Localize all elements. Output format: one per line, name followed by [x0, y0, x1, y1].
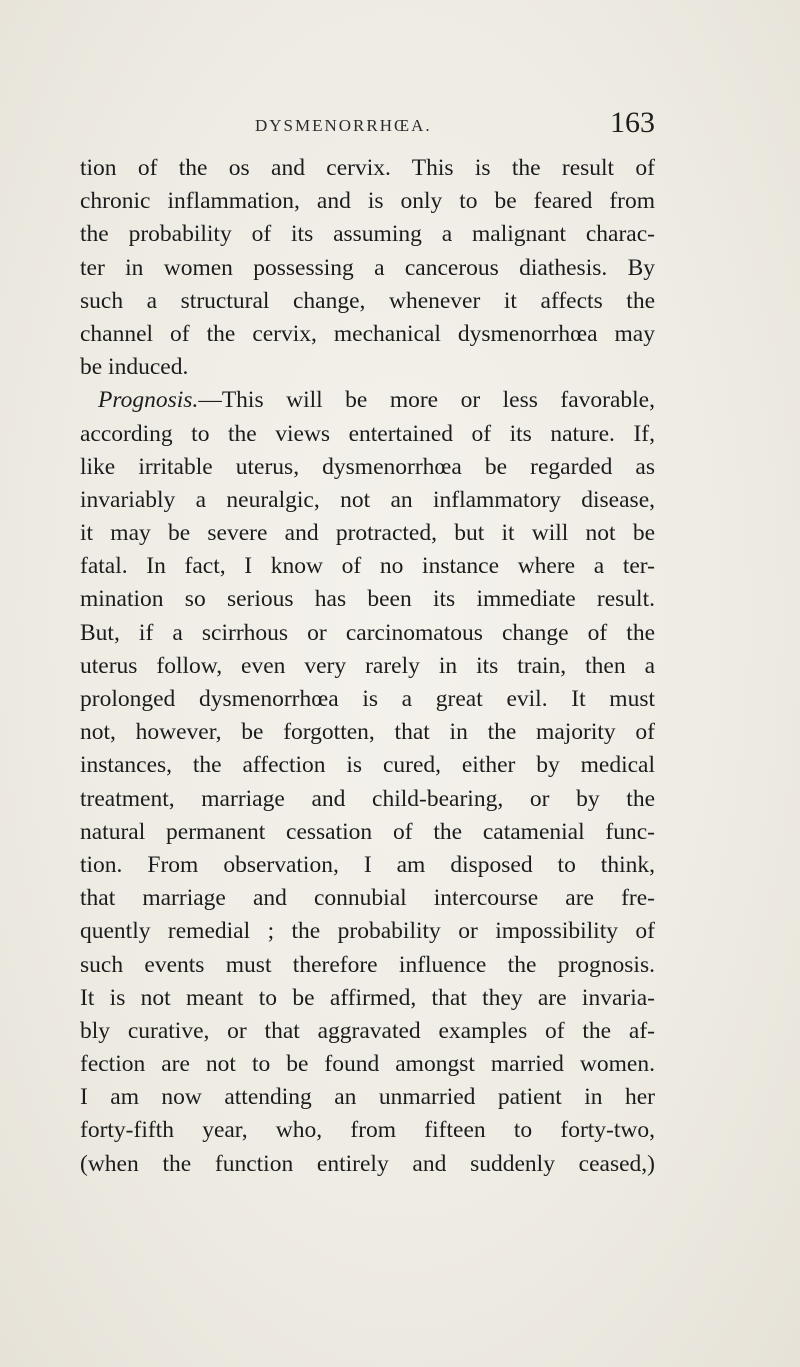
text-line: tion. From observation, I am disposed to think,: [80, 851, 655, 878]
text-line: natural permanent cessation of the catamenial func-: [80, 818, 655, 845]
text-line: It is not meant to be affirmed, that they are invaria-: [80, 984, 655, 1011]
text-line: ter in women possessing a cancerous diathesis. By: [80, 254, 655, 281]
text-line: tion of the os and cervix. This is the result of: [80, 155, 655, 181]
text-line: uterus follow, even very rarely in its train, then a: [80, 652, 655, 679]
text-line: according to the views entertained of its nature. If,: [80, 420, 655, 447]
text-line: (when the function entirely and suddenly ceased,): [80, 1150, 655, 1177]
text-line: [80, 384, 655, 417]
text-line: such a structural change, whenever it affects the: [80, 287, 655, 314]
body-text: [80, 152, 655, 1181]
page-header: [80, 106, 655, 146]
text-line: fatal. In fact, I know of no instance where a ter-: [80, 553, 655, 580]
text-line: forty-fifth year, who, from fifteen to forty-two,: [80, 1117, 655, 1144]
text-line: channel of the cervix, mechanical dysmenorrhœa may: [80, 320, 655, 347]
text-line: invariably a neuralgic, not an inflammatory disease,: [80, 486, 655, 513]
text-line: But, if a scirrhous or carcinomatous change of the: [80, 619, 655, 646]
page-number: 163: [610, 106, 655, 139]
text-line: I am now attending an unmarried patient in her: [80, 1084, 655, 1111]
text-line: chronic inflammation, and is only to be feared from: [80, 188, 655, 215]
text-line: such events must therefore influence the prognosis.: [80, 951, 655, 978]
text-line: mination so serious has been its immediate result.: [80, 586, 655, 613]
text-line: not, however, be forgotten, that in the majority of: [80, 719, 655, 746]
running-head: DYSMENORRHŒA.: [255, 116, 432, 135]
text-line: like irritable uterus, dysmenorrhœa be regarded as: [80, 453, 655, 480]
section-heading-prognosis: Prognosis.: [98, 387, 199, 414]
text-line: it may be severe and protracted, but it will not be: [80, 520, 655, 547]
text-line-rest: —This will be more or less favorable,: [198, 387, 655, 414]
text-line: quently remedial ; the probability or impossibility of: [80, 918, 655, 945]
text-line: bly curative, or that aggravated examples of the af-: [80, 1017, 655, 1044]
text-line: instances, the affection is cured, either by medical: [80, 752, 655, 779]
text-line: prolonged dysmenorrhœa is a great evil. It must: [80, 686, 655, 712]
text-line: treatment, marriage and child-bearing, or by the: [80, 785, 655, 812]
text-line: be induced.: [80, 354, 189, 381]
text-line: the probability of its assuming a malignant charac-: [80, 221, 655, 248]
text-line: that marriage and connubial intercourse are fre-: [80, 885, 655, 912]
text-line: fection are not to be found amongst married women.: [80, 1051, 655, 1078]
